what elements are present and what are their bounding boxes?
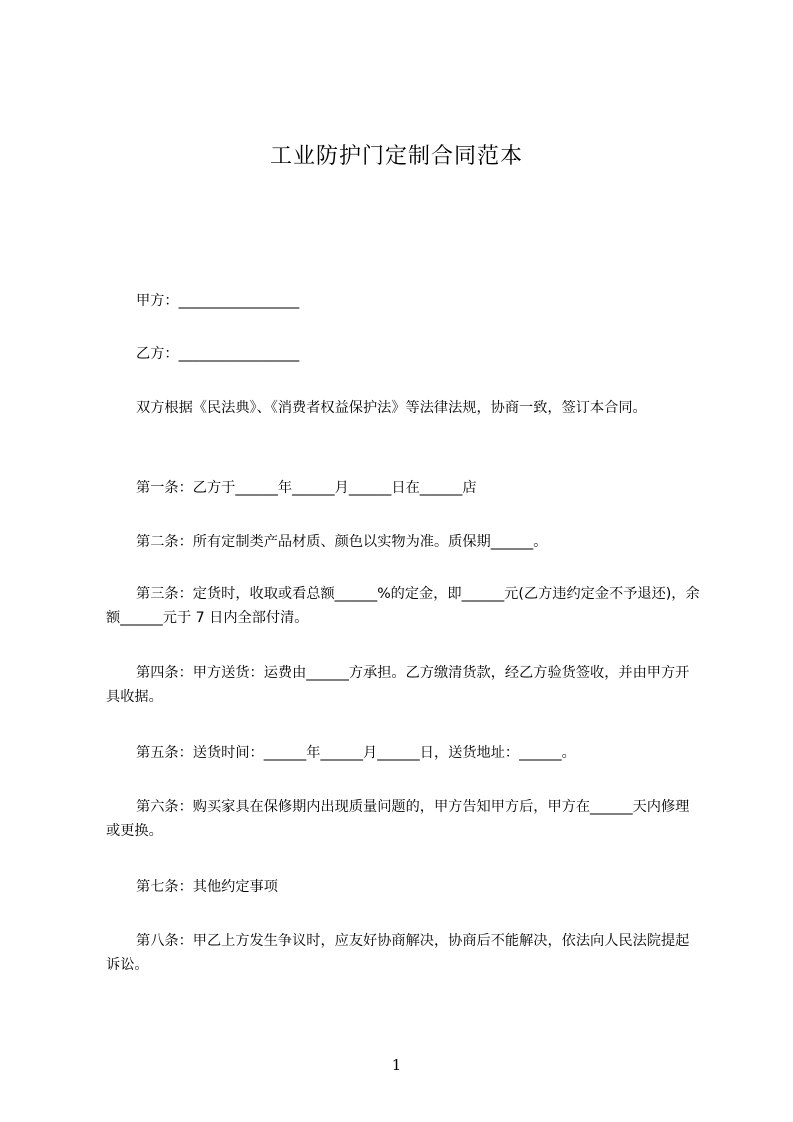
- article-5: 第五条：送货时间：______年______月______日，送货地址：______。: [136, 745, 576, 761]
- page-number: 1: [391, 1056, 402, 1074]
- article-6: 第六条：购买家具在保修期内出现质量问题的，甲方告知甲方后，甲方在______天内修理或更换。: [106, 799, 690, 839]
- party-b-line: 乙方：_________________: [136, 346, 300, 362]
- preamble-paragraph: 双方根据《民法典》、《消费者权益保护法》等法律法规，协商一致，签订本合同。: [136, 400, 647, 416]
- article-2: 第二条：所有定制类产品材质、颜色以实物为准。质保期______。: [136, 534, 548, 550]
- article-7: 第七条：其他约定事项: [136, 879, 278, 895]
- article-4: 第四条：甲方送货：运费由______方承担。乙方缴清货款，经乙方验货签收，并由甲方开具收据。: [106, 665, 690, 705]
- article-1: 第一条：乙方于______年______月______日在______店: [136, 480, 477, 496]
- article-8: 第八条：甲乙上方发生争议时，应友好协商解决，协商后不能解决，依法向人民法院提起诉讼。: [106, 933, 690, 973]
- article-3: 第三条：定货时，收取或看总额______%的定金，即______元(乙方违约定金不予退还)，余额______元于 7 日内全部付清。: [106, 586, 700, 626]
- party-a-line: 甲方：_________________: [136, 293, 300, 309]
- document-title: 工业防护门定制合同范本: [269, 144, 523, 169]
